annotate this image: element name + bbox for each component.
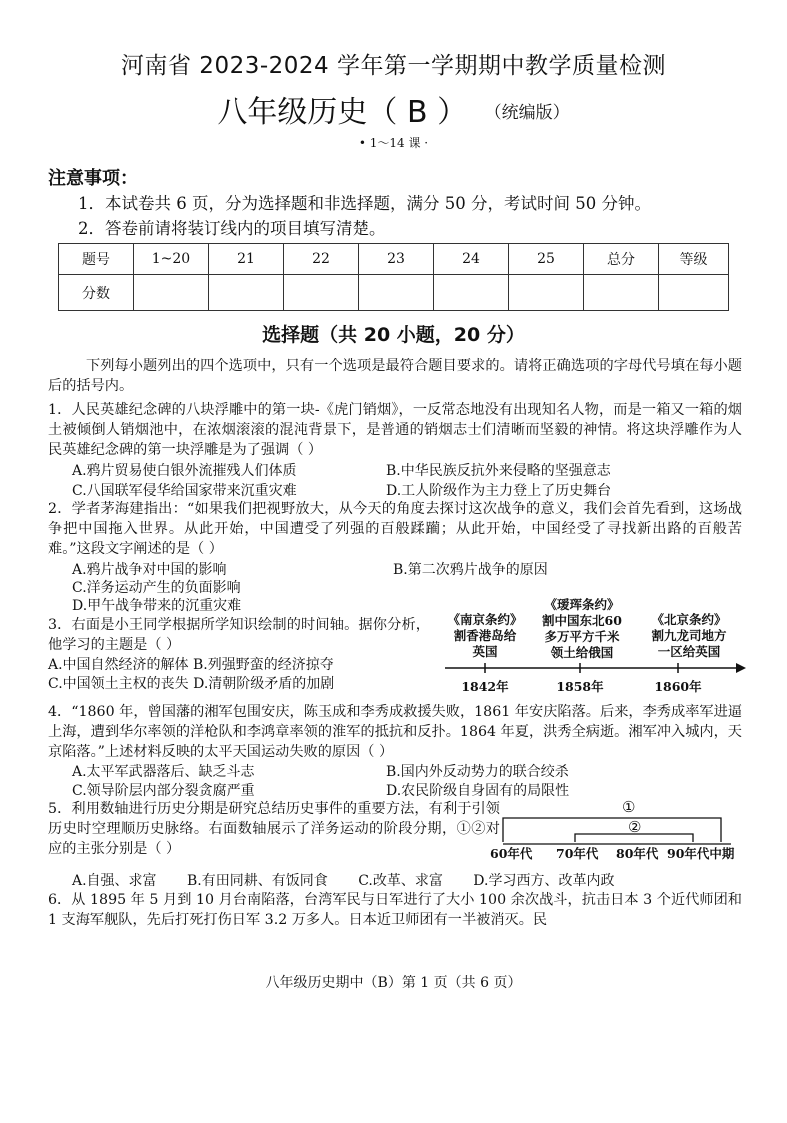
question-2-option-a: A.鸦片战争对中国的影响 (72, 562, 227, 578)
timeline-event-1-line: 英国 (472, 644, 498, 659)
timeline-event-2-line: 《瑷珲条约》 (544, 597, 620, 612)
score-cell[interactable] (359, 275, 434, 311)
exam-title: 河南省 2023-2024 学年第一学期期中教学质量检测 (121, 53, 666, 79)
timeline-event-1-text (440, 612, 530, 660)
notice-heading: 注意事项： (48, 168, 138, 189)
question-4-option-b: B.国内外反动势力的联合绞杀 (386, 764, 569, 780)
notice-item: 1．本试卷共 6 页，分为选择题和非选择题，满分 50 分，考试时间 50 分钟。 (78, 194, 651, 213)
table-header-cell: 题号 (59, 244, 134, 275)
question-1-option-a: A.鸦片贸易使白银外流摧残人们体质 (72, 463, 297, 479)
table-header-cell: 总分 (584, 244, 659, 275)
table-header-cell: 24 (434, 244, 509, 275)
period-mark-1: ① (622, 798, 636, 816)
score-cell[interactable] (584, 275, 659, 311)
score-cell[interactable] (284, 275, 359, 311)
timeline-year-3: 1860年 (654, 679, 702, 694)
question-2-option-d: D.甲午战争带来的沉重灾难 (72, 598, 242, 614)
timeline-event-2-text (532, 597, 632, 661)
question-1-option-c: C.八国联军侵华给国家带来沉重灾难 (72, 483, 297, 499)
score-table-header-row (59, 244, 729, 275)
question-4-option-a: A.太平军武器落后、缺乏斗志 (72, 764, 255, 780)
timeline-event-2-line: 领土给俄国 (550, 645, 614, 660)
question-6-stem: 6．从 1895 年 5 月到 10 月台南陷落，台湾军民与日军进行了大小 100 余次战斗，抗击日本 3 个近代师团和 1 支海军舰队，先后打死打伤日军 3.2 万多人。日本近卫师团有一半被消灭。民 (48, 892, 742, 928)
timeline-axis (440, 660, 750, 680)
score-cell[interactable] (434, 275, 509, 311)
timeline-year-1: 1842年 (461, 679, 509, 694)
question-1-stem: 1．人民英雄纪念碑的八块浮雕中的第一块-《虎门销烟》，一反常态地没有出现知名人物，而是一箱又一箱的烟土被倾倒人销烟池中，在浓烟滚滚的混沌背景下，是普通的销烟志士们清晰而坚毅的神情。将这块浮雕作为人民英雄纪念碑的第一块浮雕是为了强调（ ） (48, 402, 742, 458)
score-cell[interactable] (134, 275, 209, 311)
question-4-option-d: D.农民阶级自身固有的局限性 (386, 783, 570, 799)
score-table-score-row (59, 275, 729, 311)
timeline-event-3-line: 《北京条约》 (651, 612, 727, 627)
table-header-cell: 1~20 (134, 244, 209, 275)
timeline-event-2-line: 多万平方千米 (544, 629, 620, 644)
score-cell[interactable] (509, 275, 584, 311)
exam-subtitle: 八年级历史（ B ） (217, 95, 468, 130)
question-4-stem: 4．“1860 年，曾国藩的湘军包围安庆，陈玉成和李秀成救援失败，1861 年安庆陷落。后来，李秀成率军进逼上海，遭到华尔率领的洋枪队和李鸿章率领的淮军的抵抗和反扑。1864 年夏，洪秀全病逝。湘军冲入城内，天京陷落。”上述材料反映的太平天国运动失败的原因（ ） (48, 704, 742, 760)
table-header-cell: 等级 (659, 244, 729, 275)
question-2-option-b: B.第二次鸦片战争的原因 (393, 562, 548, 578)
score-cell[interactable] (659, 275, 729, 311)
question-1-option-b: B.中华民族反抗外来侵略的坚强意志 (386, 463, 611, 479)
period-brackets (495, 798, 735, 848)
question-2-option-c: C.洋务运动产生的负面影响 (72, 580, 241, 596)
question-3-options-ab: A.中国自然经济的解体 B.列强野蛮的经济掠夺 (48, 657, 334, 673)
question-4-option-c: C.领导阶层内部分裂贪腐严重 (72, 783, 255, 799)
edition-label: （统编版） (493, 103, 570, 123)
timeline-year-2: 1858年 (556, 679, 604, 694)
axis-label: 70年代 (556, 846, 599, 861)
question-3-options-cd: C.中国领土主权的丧失 D.清朝阶级矛盾的加剧 (48, 676, 335, 692)
table-header-cell: 22 (284, 244, 359, 275)
timeline-event-3-line: 割九龙司地方 (651, 628, 727, 643)
question-1-option-d: D.工人阶级作为主力登上了历史舞台 (386, 483, 612, 499)
lesson-scope: • 1～14 课 · (358, 136, 429, 150)
table-header-cell: 23 (359, 244, 434, 275)
section-instruction: 下列每小题列出的四个选项中，只有一个选项是最符合题目要求的。请将正确选项的字母代号填在每小题后的括号内。 (48, 358, 742, 394)
question-5-stem: 5．利用数轴进行历史分期是研究总结历史事件的重要方法，有利于引领历史时空理顺历史脉络。右面数轴展示了洋务运动的阶段分期，①②对应的主张分别是（ ） (48, 801, 500, 857)
subtitle-row (0, 87, 787, 131)
axis-label: 80年代 (616, 846, 659, 861)
page-footer: 八年级历史期中（B）第 1 页（共 6 页） (265, 975, 522, 991)
notice-item: 2．答卷前请将装订线内的项目填写清楚。 (78, 219, 386, 238)
score-cell[interactable] (209, 275, 284, 311)
table-header-cell: 25 (509, 244, 584, 275)
timeline-event-3-line: 一区给英国 (657, 644, 721, 659)
timeline-event-1-line: 割香港岛给 (453, 628, 517, 643)
question-5-options: A.自强、求富 B.有田同耕、有饭同食 C.改革、求富 D.学习西方、改革内政 (72, 873, 615, 889)
score-row-label: 分数 (59, 275, 134, 311)
section-heading: 选择题（共 20 小题，20 分） (262, 324, 525, 346)
timeline-event-1-line: 《南京条约》 (447, 612, 523, 627)
question-2-stem: 2．学者茅海建指出：“如果我们把视野放大，从今天的角度去探讨这次战争的意义，我们会首先看到，这场战争把中国拖入世界。从此开始，中国遭受了列强的百般蹂躏；从此开始，中国经受了寻找新出路的百般苦难。”这段文字阐述的是（ ） (48, 501, 742, 557)
score-table (58, 243, 729, 311)
axis-label: 60年代 (490, 846, 533, 861)
timeline-event-2-line: 割中国东北60 (542, 613, 622, 628)
question-3-stem: 3．右面是小王同学根据所学知识绘制的时间轴。据你分析，他学习的主题是（ ） (48, 617, 430, 653)
timeline-event-3-text (636, 612, 742, 660)
period-mark-2: ② (628, 818, 642, 836)
axis-label: 90年代中期 (667, 846, 735, 861)
table-header-cell: 21 (209, 244, 284, 275)
